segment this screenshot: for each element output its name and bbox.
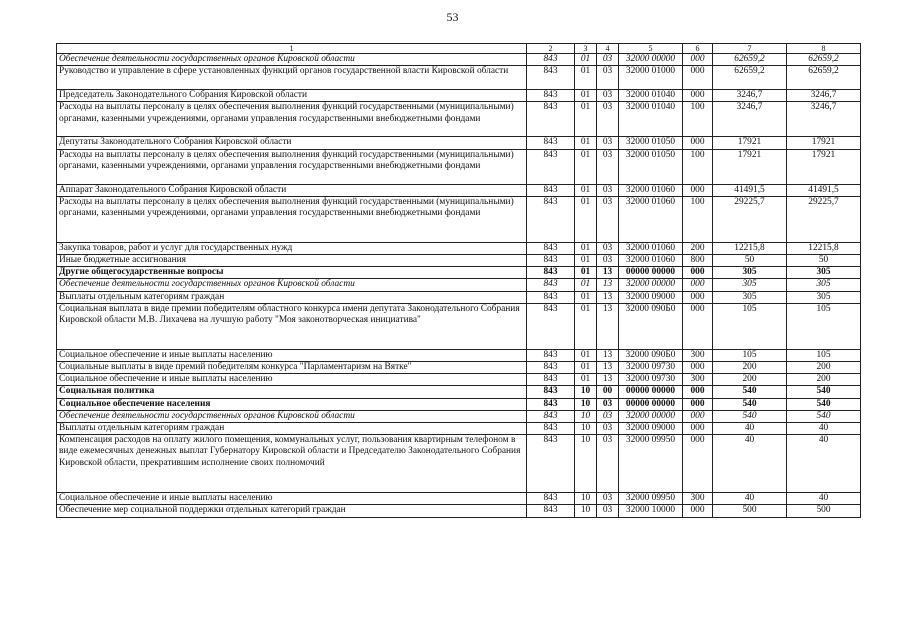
table-row [57,279,861,291]
table-row [57,398,861,410]
amount-plan: 17921 [713,149,787,184]
amount-plan: 200 [713,362,787,374]
amount-actual: 200 [787,374,861,386]
table-row [57,435,861,493]
expense-type-code: 000 [683,423,713,435]
row-name: Социальное обеспечение населения [57,398,527,410]
table-row [57,493,861,505]
expense-type-code: 100 [683,102,713,137]
admin-code: 843 [527,196,575,242]
expense-type-code: 000 [683,66,713,90]
row-name: Компенсация расходов на оплату жилого помещения, коммунальных услуг, пользования квартирным телефоном в виде ежемесячных денежных выплат Губернатору Кировской области и Председателю Законодательного Собрания Кировской области, прекратившим исполнение своих полномочий [57,435,527,493]
section-code: 01 [575,349,597,361]
column-number: 7 [713,44,787,54]
admin-code: 843 [527,349,575,361]
admin-code: 843 [527,90,575,102]
subsection-code: 13 [597,362,619,374]
budget-table-body [57,44,861,518]
amount-actual: 50 [787,255,861,267]
amount-actual: 40 [787,493,861,505]
section-code: 01 [575,54,597,66]
expense-type-code: 300 [683,374,713,386]
page-number: 53 [446,10,459,24]
target-article-code: 32000 01040 [619,90,683,102]
row-name: Социальное обеспечение и иные выплаты населению [57,493,527,505]
amount-plan: 200 [713,374,787,386]
target-article-code: 32000 00000 [619,54,683,66]
amount-actual: 29225,7 [787,196,861,242]
amount-plan: 40 [713,435,787,493]
admin-code: 843 [527,410,575,422]
subsection-code: 03 [597,493,619,505]
admin-code: 843 [527,184,575,196]
amount-actual: 305 [787,267,861,279]
amount-plan: 29225,7 [713,196,787,242]
target-article-code: 32000 01040 [619,102,683,137]
target-article-code: 32000 01060 [619,242,683,254]
target-article-code: 32000 09000 [619,291,683,303]
expense-type-code: 000 [683,303,713,349]
subsection-code: 03 [597,54,619,66]
row-name: Расходы на выплаты персоналу в целях обеспечения выполнения функций государственными (муниципальными) органами, казенными учреждениями, органами управления государственными внебюджетными фондами [57,196,527,242]
amount-actual: 40 [787,423,861,435]
admin-code: 843 [527,303,575,349]
admin-code: 843 [527,435,575,493]
table-row [57,291,861,303]
amount-actual: 305 [787,291,861,303]
row-name: Обеспечение деятельности государственных органов Кировской области [57,279,527,291]
section-code: 01 [575,267,597,279]
subsection-code: 03 [597,410,619,422]
amount-plan: 540 [713,398,787,410]
target-article-code: 32000 01050 [619,149,683,184]
amount-plan: 40 [713,493,787,505]
subsection-code: 13 [597,291,619,303]
table-row [57,374,861,386]
target-article-code: 32000 09730 [619,374,683,386]
section-code: 10 [575,398,597,410]
row-name: Расходы на выплаты персоналу в целях обеспечения выполнения функций государственными (муниципальными) органами, казенными учреждениями, органами управления государственными внебюджетными фондами [57,102,527,137]
section-code: 01 [575,255,597,267]
row-name: Социальное обеспечение и иные выплаты населению [57,349,527,361]
amount-plan: 3246,7 [713,90,787,102]
amount-actual: 200 [787,362,861,374]
target-article-code: 00000 00000 [619,398,683,410]
amount-plan: 105 [713,349,787,361]
expense-type-code: 000 [683,505,713,517]
expense-type-code: 000 [683,410,713,422]
row-name: Обеспечение мер социальной поддержки отдельных категорий граждан [57,505,527,517]
subsection-code: 03 [597,102,619,137]
subsection-code: 03 [597,435,619,493]
amount-plan: 540 [713,386,787,398]
expense-type-code: 100 [683,196,713,242]
row-name: Выплаты отдельным категориям граждан [57,423,527,435]
amount-plan: 540 [713,410,787,422]
expense-type-code: 300 [683,493,713,505]
row-name: Руководство и управление в сфере установленных функций органов государственной власти Кировской области [57,66,527,90]
section-code: 01 [575,102,597,137]
amount-plan: 40 [713,423,787,435]
table-row [57,196,861,242]
section-code: 10 [575,423,597,435]
section-code: 01 [575,90,597,102]
expense-type-code: 000 [683,279,713,291]
amount-plan: 41491,5 [713,184,787,196]
row-name: Социальные выплаты в виде премий победителям конкурса "Парламентаризм на Вятке" [57,362,527,374]
table-row [57,137,861,149]
table-row [57,505,861,517]
admin-code: 843 [527,267,575,279]
expense-type-code: 000 [683,362,713,374]
target-article-code: 32000 01060 [619,196,683,242]
admin-code: 843 [527,279,575,291]
target-article-code: 32000 01060 [619,255,683,267]
section-code: 10 [575,505,597,517]
admin-code: 843 [527,66,575,90]
table-row [57,423,861,435]
table-row [57,66,861,90]
table-row [57,386,861,398]
section-code: 01 [575,242,597,254]
amount-plan: 305 [713,279,787,291]
admin-code: 843 [527,423,575,435]
column-number: 2 [527,44,575,54]
subsection-code: 00 [597,386,619,398]
admin-code: 843 [527,386,575,398]
section-code: 10 [575,410,597,422]
subsection-code: 13 [597,374,619,386]
subsection-code: 13 [597,279,619,291]
expense-type-code: 000 [683,398,713,410]
expense-type-code: 000 [683,267,713,279]
amount-actual: 540 [787,410,861,422]
subsection-code: 03 [597,184,619,196]
expense-type-code: 000 [683,54,713,66]
amount-actual: 62659,2 [787,54,861,66]
section-code: 01 [575,196,597,242]
table-row [57,90,861,102]
column-number: 8 [787,44,861,54]
section-code: 10 [575,435,597,493]
row-name: Выплаты отдельным категориям граждан [57,291,527,303]
amount-plan: 17921 [713,137,787,149]
column-number: 3 [575,44,597,54]
table-row [57,410,861,422]
admin-code: 843 [527,362,575,374]
section-code: 01 [575,279,597,291]
admin-code: 843 [527,505,575,517]
admin-code: 843 [527,374,575,386]
admin-code: 843 [527,54,575,66]
amount-actual: 12215,8 [787,242,861,254]
subsection-code: 03 [597,423,619,435]
expense-type-code: 000 [683,90,713,102]
subsection-code: 13 [597,267,619,279]
admin-code: 843 [527,242,575,254]
amount-actual: 500 [787,505,861,517]
row-name: Расходы на выплаты персоналу в целях обеспечения выполнения функций государственными (муниципальными) органами, казенными учреждениями, органами управления государственными внебюджетными фондами [57,149,527,184]
expense-type-code: 000 [683,291,713,303]
table-row [57,362,861,374]
target-article-code: 32000 09730 [619,362,683,374]
target-article-code: 32000 09950 [619,435,683,493]
row-name: Председатель Законодательного Собрания Кировской области [57,90,527,102]
section-code: 01 [575,66,597,90]
expense-type-code: 200 [683,242,713,254]
amount-plan: 105 [713,303,787,349]
amount-plan: 12215,8 [713,242,787,254]
admin-code: 843 [527,493,575,505]
target-article-code: 32000 09000 [619,423,683,435]
amount-plan: 305 [713,291,787,303]
subsection-code: 03 [597,505,619,517]
target-article-code: 32000 01060 [619,184,683,196]
budget-table [56,43,861,518]
amount-actual: 40 [787,435,861,493]
row-name: Другие общегосударственные вопросы [57,267,527,279]
amount-actual: 540 [787,398,861,410]
target-article-code: 32000 01050 [619,137,683,149]
subsection-code: 03 [597,255,619,267]
section-code: 01 [575,374,597,386]
admin-code: 843 [527,255,575,267]
expense-type-code: 000 [683,386,713,398]
subsection-code: 03 [597,90,619,102]
amount-plan: 50 [713,255,787,267]
table-row [57,184,861,196]
column-number: 4 [597,44,619,54]
subsection-code: 03 [597,137,619,149]
admin-code: 843 [527,398,575,410]
section-code: 01 [575,362,597,374]
target-article-code: 32000 00000 [619,279,683,291]
admin-code: 843 [527,102,575,137]
table-row [57,267,861,279]
target-article-code: 00000 00000 [619,267,683,279]
column-number-row [57,44,861,54]
subsection-code: 03 [597,196,619,242]
target-article-code: 32000 09950 [619,493,683,505]
subsection-code: 13 [597,303,619,349]
table-row [57,349,861,361]
row-name: Обеспечение деятельности государственных органов Кировской области [57,54,527,66]
table-row [57,303,861,349]
amount-plan: 62659,2 [713,66,787,90]
row-name: Аппарат Законодательного Собрания Кировской области [57,184,527,196]
amount-actual: 17921 [787,149,861,184]
admin-code: 843 [527,137,575,149]
expense-type-code: 000 [683,184,713,196]
subsection-code: 03 [597,66,619,90]
table-row [57,255,861,267]
target-article-code: 32000 10000 [619,505,683,517]
section-code: 10 [575,493,597,505]
row-name: Закупка товаров, работ и услуг для государственных нужд [57,242,527,254]
subsection-code: 03 [597,398,619,410]
table-row [57,242,861,254]
target-article-code: 32000 090Б0 [619,349,683,361]
table-row [57,54,861,66]
expense-type-code: 000 [683,137,713,149]
expense-type-code: 000 [683,435,713,493]
row-name: Обеспечение деятельности государственных органов Кировской области [57,410,527,422]
row-name: Социальная выплата в виде премии победителям областного конкурса имени депутата Законодательного Собрания Кировской области М.В. Лихачева на лучшую работу "Моя законотворческая инициатива" [57,303,527,349]
row-name: Социальная политика [57,386,527,398]
row-name: Депутаты Законодательного Собрания Кировской области [57,137,527,149]
expense-type-code: 800 [683,255,713,267]
target-article-code: 32000 00000 [619,410,683,422]
target-article-code: 32000 01000 [619,66,683,90]
amount-actual: 41491,5 [787,184,861,196]
column-number: 5 [619,44,683,54]
target-article-code: 32000 090Б0 [619,303,683,349]
amount-actual: 105 [787,349,861,361]
amount-plan: 500 [713,505,787,517]
amount-actual: 3246,7 [787,90,861,102]
amount-plan: 62659,2 [713,54,787,66]
subsection-code: 03 [597,242,619,254]
table-row [57,149,861,184]
column-number: 1 [57,44,527,54]
table-row [57,102,861,137]
amount-plan: 3246,7 [713,102,787,137]
subsection-code: 03 [597,149,619,184]
subsection-code: 13 [597,349,619,361]
expense-type-code: 100 [683,149,713,184]
section-code: 01 [575,303,597,349]
amount-actual: 105 [787,303,861,349]
section-code: 01 [575,184,597,196]
row-name: Иные бюджетные ассигнования [57,255,527,267]
amount-actual: 540 [787,386,861,398]
amount-actual: 305 [787,279,861,291]
expense-type-code: 300 [683,349,713,361]
section-code: 10 [575,386,597,398]
amount-plan: 305 [713,267,787,279]
section-code: 01 [575,137,597,149]
target-article-code: 00000 00000 [619,386,683,398]
section-code: 01 [575,291,597,303]
admin-code: 843 [527,149,575,184]
amount-actual: 3246,7 [787,102,861,137]
amount-actual: 62659,2 [787,66,861,90]
column-number: 6 [683,44,713,54]
amount-actual: 17921 [787,137,861,149]
row-name: Социальное обеспечение и иные выплаты населению [57,374,527,386]
section-code: 01 [575,149,597,184]
admin-code: 843 [527,291,575,303]
